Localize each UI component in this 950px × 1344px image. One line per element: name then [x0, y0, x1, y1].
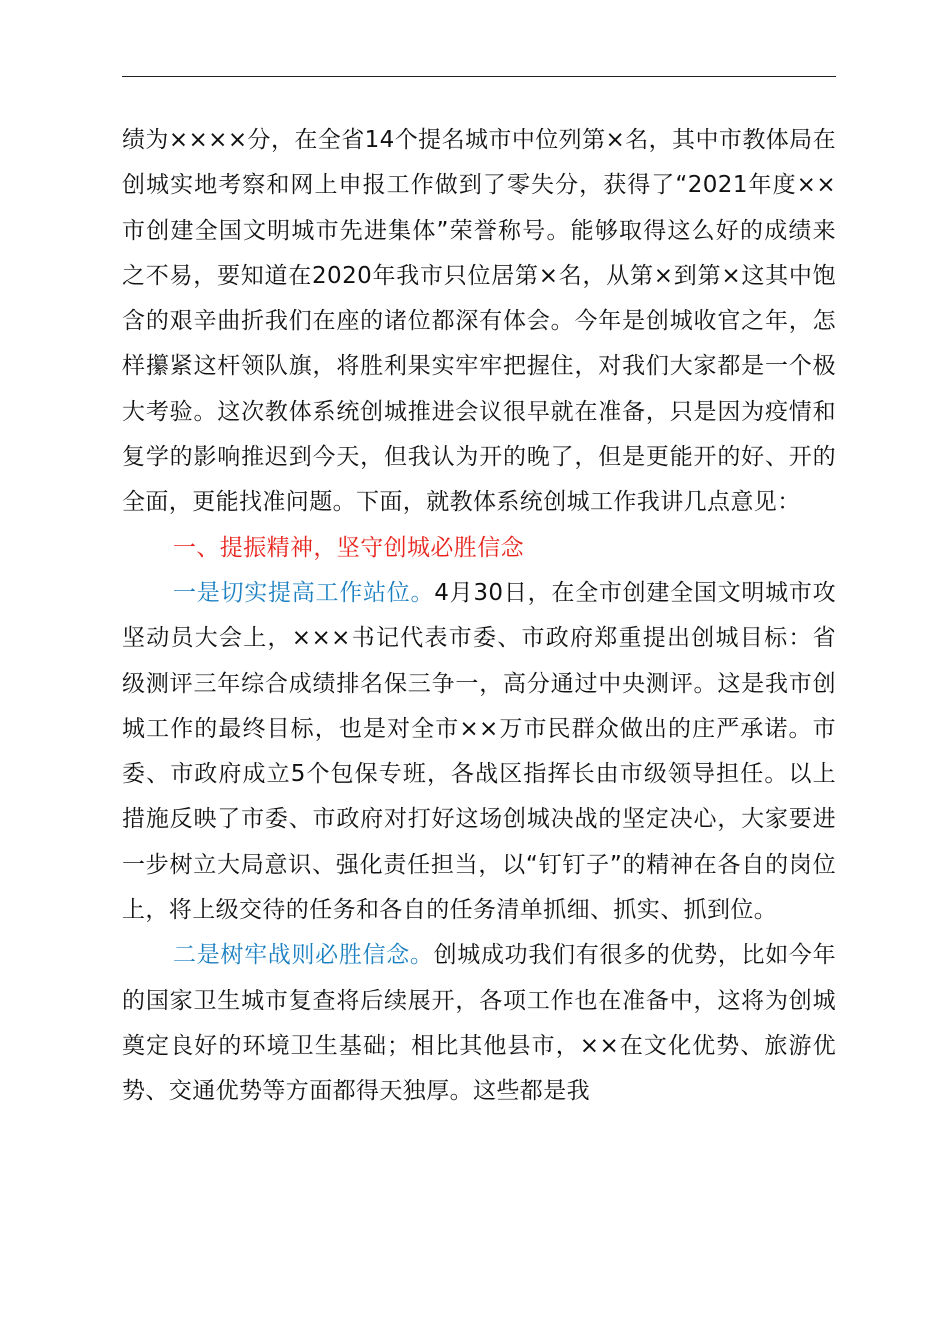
point-one-paragraph: [122, 571, 836, 933]
section-heading: 一、提振精神，坚守创城必胜信念: [173, 534, 524, 561]
intro-paragraph: 绩为××××分，在全省14个提名城市中位列第×名，其中市教体局在创城实地考察和网上申报工作做到了零失分，获得了“2021年度××市创建全国文明城市先进集体”荣誉称号。能够取得这么好的成绩来之不易，要知道在2020年我市只位居第×名，从第×到第×这其中饱含的艰辛曲折我们在座的诸位都深有体会。今年是创城收官之年，怎样攥紧这杆领队旗，将胜利果实牢牢把握住，对我们大家都是一个极大考验。这次教体系统创城推进会议很早就在准备，只是因为疫情和复学的影响推迟到今天，但我认为开的晚了，但是更能开的好、开的全面，更能找准问题。下面，就教体系统创城工作我讲几点意见：: [122, 127, 836, 516]
point-one-text: 4月30日，在全市创建全国文明城市攻坚动员大会上，×××书记代表市委、市政府郑重提出创城目标：省级测评三年综合成绩排名保三争一，高分通过中央测评。这是我市创城工作的最终目标，也是对全市××万市民群众做出的庄严承诺。市委、市政府成立5个包保专班，各战区指挥长由市级领导担任。以上措施反映了市委、市政府对打好这场创城决战的坚定决心，大家要进一步树立大局意识、强化责任担当，以“钉钉子”的精神在各自的岗位上，将上级交待的任务和各自的任务清单抓细、抓实、抓到位。: [122, 579, 836, 924]
point-one-lead: 一是切实提高工作站位。: [173, 579, 435, 606]
document-body: [122, 118, 836, 1115]
point-two-paragraph: [122, 933, 836, 1114]
point-two-text: 创城成功我们有很多的优势，比如今年的国家卫生城市复查将后续展开，各项工作也在准备中，这将为创城奠定良好的环境卫生基础；相比其他县市，××在文化优势、旅游优势、交通优势等方面都得天独厚。这些都是我: [122, 942, 836, 1105]
point-two-lead: 二是树牢战则必胜信念。: [173, 942, 434, 969]
header-rule: [122, 76, 836, 77]
